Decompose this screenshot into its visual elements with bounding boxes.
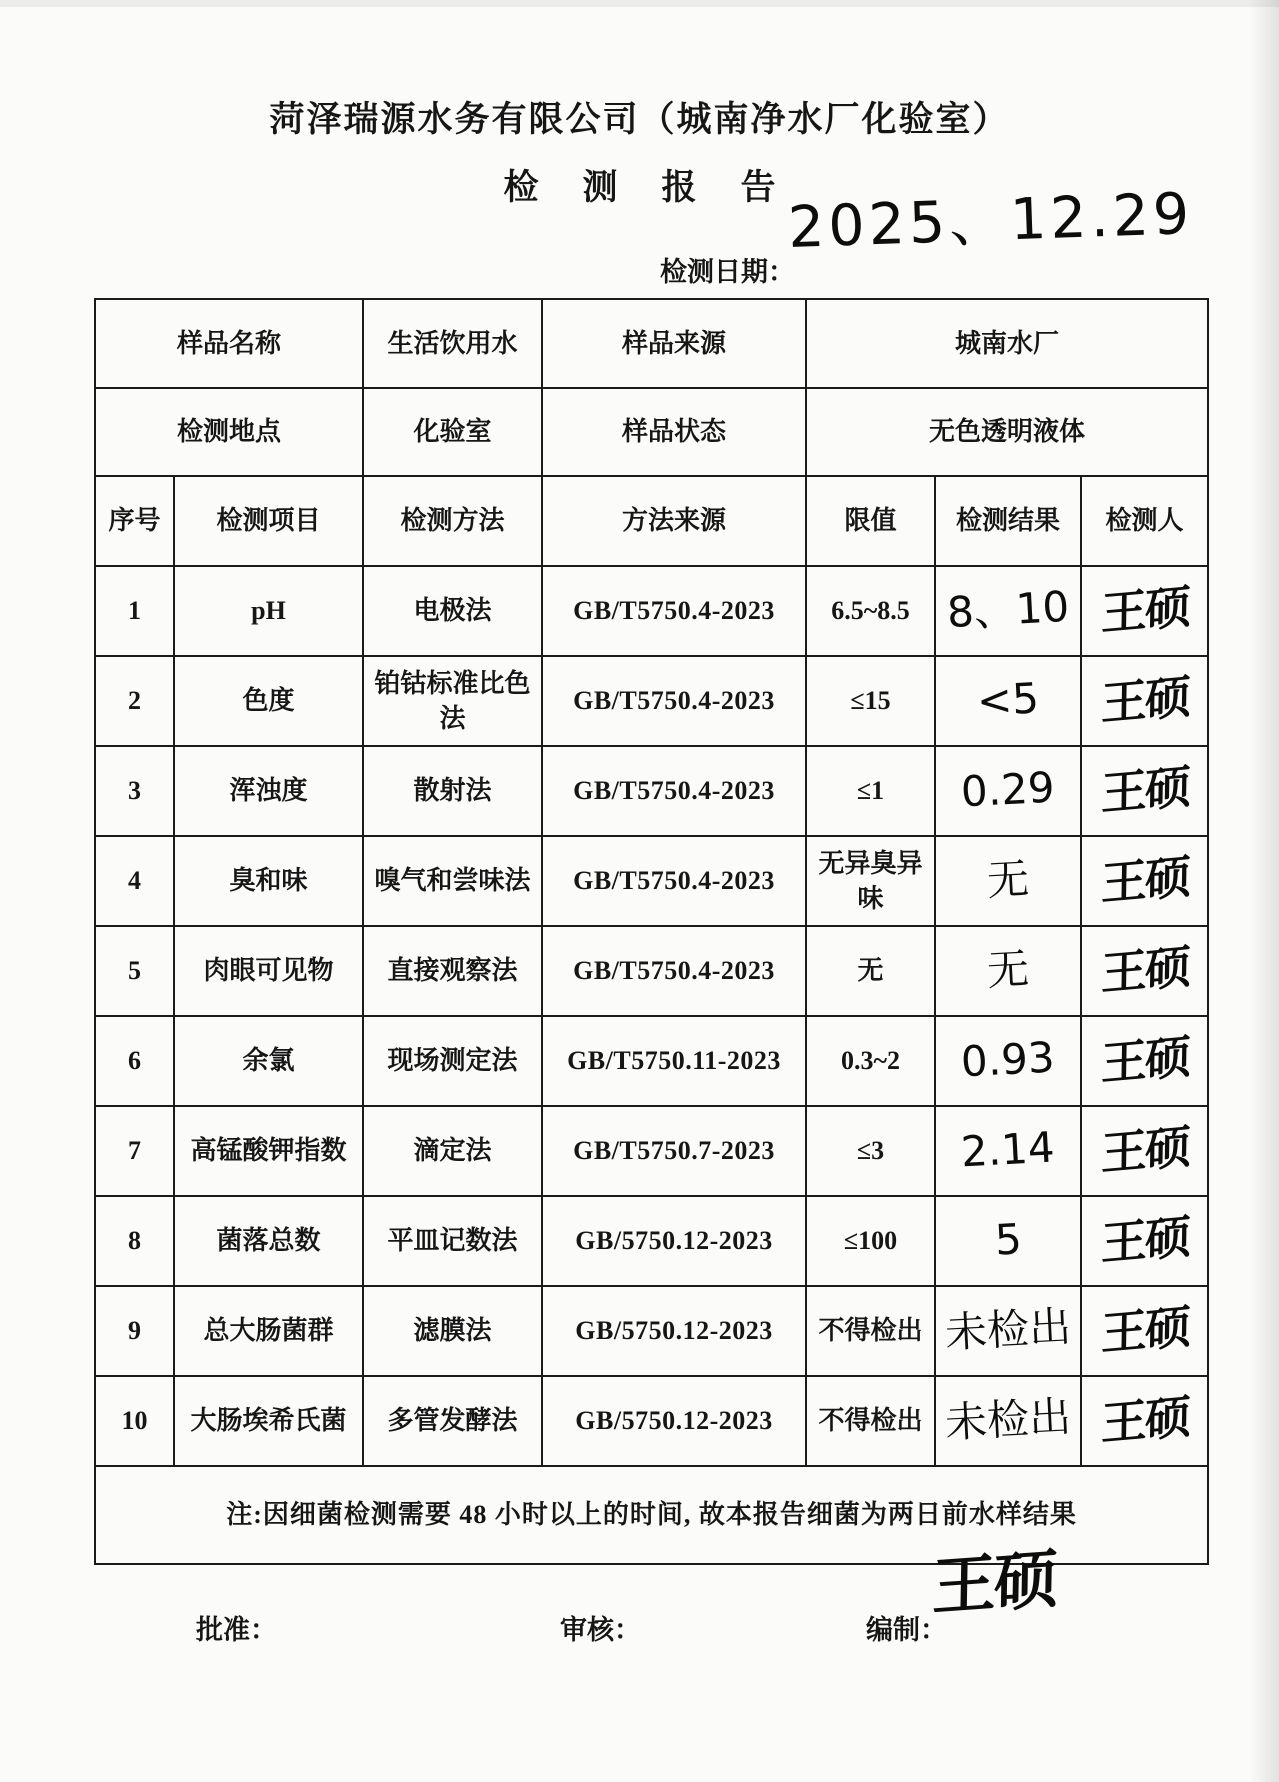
tester-signature: 王硕 — [1100, 938, 1189, 1001]
approve-label: 批准： — [196, 1615, 277, 1645]
cell-method: 直接观察法 — [363, 926, 542, 1016]
cell-result — [935, 566, 1081, 656]
cell-limit: 不得检出 — [806, 1376, 935, 1466]
table-row — [95, 1016, 1208, 1106]
table-row — [95, 1196, 1208, 1286]
cell-method: 电极法 — [363, 566, 542, 656]
sample-info-row — [95, 299, 1208, 388]
header-tester: 检测人 — [1081, 476, 1208, 566]
cell-limit: 不得检出 — [806, 1286, 935, 1376]
tester-signature: 王硕 — [1100, 848, 1189, 911]
handwritten-result: <5 — [975, 673, 1041, 726]
scan-edge-right — [1249, 0, 1279, 1782]
cell-method: 铂钴标准比色法 — [363, 656, 542, 746]
tester-signature: 王硕 — [1100, 578, 1189, 641]
cell-index: 1 — [95, 566, 174, 656]
cell-tester — [1081, 1196, 1208, 1286]
test-date-handwritten: 2025、12.29 — [786, 180, 1195, 262]
cell-index: 4 — [95, 836, 174, 926]
handwritten-result: 无 — [985, 853, 1031, 906]
handwritten-result: 未检出 — [943, 1391, 1073, 1448]
cell-method: 嗅气和尝味法 — [363, 836, 542, 926]
cell-method: 平皿记数法 — [363, 1196, 542, 1286]
cell-source: GB/5750.12-2023 — [542, 1376, 806, 1466]
header-result: 检测结果 — [935, 476, 1081, 566]
cell-source: GB/T5750.4-2023 — [542, 926, 806, 1016]
cell-method: 现场测定法 — [363, 1016, 542, 1106]
report-table — [94, 298, 1209, 1565]
cell-index: 9 — [95, 1286, 174, 1376]
cell-result — [935, 1286, 1081, 1376]
cell-result — [935, 1196, 1081, 1286]
handwritten-result: 无 — [985, 943, 1031, 996]
handwritten-result: 未检出 — [943, 1301, 1073, 1358]
cell-method: 滴定法 — [363, 1106, 542, 1196]
cell-tester — [1081, 836, 1208, 926]
cell-index: 10 — [95, 1376, 174, 1466]
cell-tester — [1081, 656, 1208, 746]
prepare-label: 编制： — [866, 1615, 947, 1645]
sample-info-row — [95, 388, 1208, 476]
cell-item: 色度 — [174, 656, 363, 746]
header-method: 检测方法 — [363, 476, 542, 566]
tester-signature: 王硕 — [1100, 758, 1189, 821]
cell-tester — [1081, 926, 1208, 1016]
table-row — [95, 1286, 1208, 1376]
handwritten-result: 2.14 — [960, 1122, 1056, 1177]
cell-method: 散射法 — [363, 746, 542, 836]
header-item: 检测项目 — [174, 476, 363, 566]
handwritten-result: 5 — [993, 1214, 1023, 1265]
page-subtitle: 检测报告 — [503, 168, 820, 207]
cell-limit: 6.5~8.5 — [806, 566, 935, 656]
cell-tester — [1081, 1376, 1208, 1466]
cell-method: 滤膜法 — [363, 1286, 542, 1376]
table-row — [95, 566, 1208, 656]
cell-limit: ≤3 — [806, 1106, 935, 1196]
cell-item: 菌落总数 — [174, 1196, 363, 1286]
cell-tester — [1081, 566, 1208, 656]
header-limit: 限值 — [806, 476, 935, 566]
handwritten-result: 8、10 — [945, 581, 1071, 638]
table-row — [95, 656, 1208, 746]
cell-result — [935, 836, 1081, 926]
report-table-body — [95, 299, 1208, 1564]
test-place-value: 化验室 — [363, 388, 542, 476]
cell-item: 肉眼可见物 — [174, 926, 363, 1016]
note-text: 注:因细菌检测需要 48 小时以上的时间, 故本报告细菌为两日前水样结果 — [95, 1466, 1208, 1564]
sample-source-label: 样品来源 — [542, 299, 806, 388]
cell-item: 高锰酸钾指数 — [174, 1106, 363, 1196]
tester-signature: 王硕 — [1100, 1388, 1189, 1451]
table-row — [95, 926, 1208, 1016]
table-row — [95, 1376, 1208, 1466]
cell-limit: ≤15 — [806, 656, 935, 746]
cell-index: 5 — [95, 926, 174, 1016]
cell-limit: 无异臭异味 — [806, 836, 935, 926]
sample-name-value: 生活饮用水 — [363, 299, 542, 388]
sample-state-label: 样品状态 — [542, 388, 806, 476]
cell-result — [935, 926, 1081, 1016]
cell-index: 3 — [95, 746, 174, 836]
header-source: 方法来源 — [542, 476, 806, 566]
table-row — [95, 836, 1208, 926]
test-date-label: 检测日期： — [660, 257, 795, 287]
tester-signature: 王硕 — [1100, 668, 1189, 731]
header-index: 序号 — [95, 476, 174, 566]
sample-state-value: 无色透明液体 — [806, 388, 1208, 476]
cell-item: 臭和味 — [174, 836, 363, 926]
scan-edge-top — [0, 0, 1279, 7]
handwritten-result: 0.29 — [960, 762, 1056, 817]
tester-signature: 王硕 — [1100, 1028, 1189, 1091]
cell-index: 6 — [95, 1016, 174, 1106]
tester-signature: 王硕 — [1100, 1208, 1189, 1271]
cell-limit: 0.3~2 — [806, 1016, 935, 1106]
sample-source-value: 城南水厂 — [806, 299, 1208, 388]
cell-item: 总大肠菌群 — [174, 1286, 363, 1376]
cell-source: GB/5750.12-2023 — [542, 1286, 806, 1376]
table-header-row — [95, 476, 1208, 566]
page-title: 菏泽瑞源水务有限公司（城南净水厂化验室） — [269, 100, 1010, 139]
review-label: 审核： — [560, 1615, 641, 1645]
cell-item: 余氯 — [174, 1016, 363, 1106]
cell-tester — [1081, 1106, 1208, 1196]
cell-index: 2 — [95, 656, 174, 746]
cell-index: 8 — [95, 1196, 174, 1286]
cell-source: GB/T5750.7-2023 — [542, 1106, 806, 1196]
prepare-signature: 王硕 — [931, 1542, 1057, 1626]
cell-item: pH — [174, 566, 363, 656]
cell-source: GB/T5750.4-2023 — [542, 836, 806, 926]
cell-item: 浑浊度 — [174, 746, 363, 836]
cell-limit: ≤1 — [806, 746, 935, 836]
handwritten-result: 0.93 — [960, 1032, 1056, 1087]
cell-tester — [1081, 746, 1208, 836]
cell-result — [935, 1016, 1081, 1106]
cell-limit: ≤100 — [806, 1196, 935, 1286]
cell-source: GB/5750.12-2023 — [542, 1196, 806, 1286]
cell-source: GB/T5750.4-2023 — [542, 746, 806, 836]
table-row — [95, 746, 1208, 836]
cell-tester — [1081, 1016, 1208, 1106]
tester-signature: 王硕 — [1100, 1118, 1189, 1181]
cell-source: GB/T5750.11-2023 — [542, 1016, 806, 1106]
table-row — [95, 1106, 1208, 1196]
cell-result — [935, 656, 1081, 746]
cell-method: 多管发酵法 — [363, 1376, 542, 1466]
cell-source: GB/T5750.4-2023 — [542, 566, 806, 656]
test-place-label: 检测地点 — [95, 388, 363, 476]
sample-name-label: 样品名称 — [95, 299, 363, 388]
cell-result — [935, 746, 1081, 836]
cell-index: 7 — [95, 1106, 174, 1196]
cell-tester — [1081, 1286, 1208, 1376]
tester-signature: 王硕 — [1100, 1298, 1189, 1361]
cell-item: 大肠埃希氏菌 — [174, 1376, 363, 1466]
cell-result — [935, 1106, 1081, 1196]
cell-limit: 无 — [806, 926, 935, 1016]
cell-result — [935, 1376, 1081, 1466]
cell-source: GB/T5750.4-2023 — [542, 656, 806, 746]
